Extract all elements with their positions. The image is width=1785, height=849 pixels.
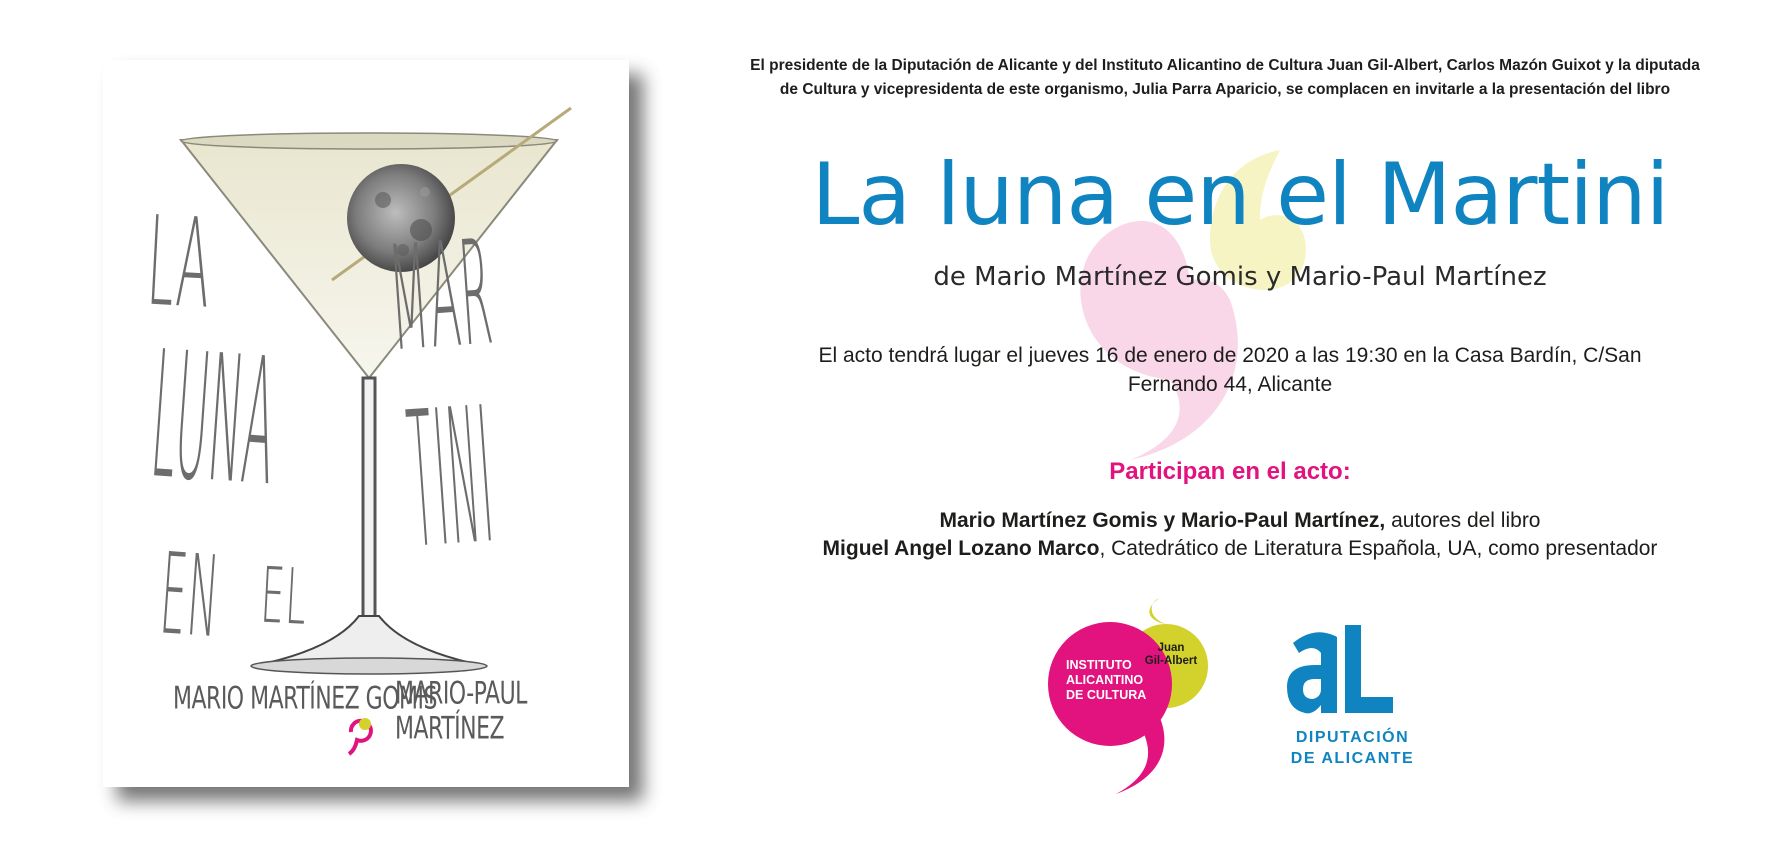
participant-2-role: , Catedrático de Literatura Española, UA, como presentador [1099,537,1658,560]
cover-word-mar: MAR [384,207,498,384]
participant-2-name: Miguel Angel Lozano Marco [822,537,1100,560]
diputacion-al-mark [1285,625,1415,725]
event-details [790,341,1670,399]
participant-1-name: Mario Martínez Gomis y Mario-Paul Martínez, [939,509,1386,532]
participants-heading: Participan en el acto: [1109,458,1351,485]
cover-author-left: MARIO MARTÍNEZ GOMIS [173,682,437,717]
jga-line-2: Gil-Albert [1144,655,1198,667]
cover-word-en: EN [156,528,224,664]
cover-word-el: EL [258,552,310,644]
dip-line-2: DE ALICANTE [1290,750,1415,767]
invitation-intro [700,54,1750,102]
dip-line-1: DIPUTACIÓN [1295,729,1410,746]
participant-1-role: autores del libro [1385,509,1541,532]
iac-line-1: INSTITUTO [1066,658,1132,672]
iac-line-3: DE CULTURA [1066,688,1147,702]
cover-artwork [103,60,629,787]
jga-line-1: Juan [1157,642,1185,654]
cover-word-luna: LUNA [145,311,283,525]
participant-1 [700,509,1780,533]
intro-line-2: de Cultura y vicepresidenta de este organismo, Julia Parra Aparicio, se complacen en invitarle a la presentación del libro [779,81,1671,98]
cover-word-tini: TINI [401,369,501,592]
event-line-1: El acto tendrá lugar el jueves 16 de enero de 2020 a las 19:30 en la Casa Bardín, C/San [818,344,1642,367]
diputacion-wordmark [1280,727,1425,769]
book-cover [103,60,629,787]
cover-word-la: LA [144,188,215,337]
event-line-2: Fernando 44, Alicante [1127,373,1333,396]
participant-2 [700,537,1780,561]
book-title: La luna en el Martini [811,145,1669,245]
book-authors: de Mario Martínez Gomis y Mario-Paul Martínez [933,262,1547,292]
iac-line-2: ALICANTINO [1066,673,1144,687]
intro-line-1: El presidente de la Diputación de Alicante y del Instituto Alicantino de Cultura Juan Gil-Albert, Carlos Mazón Guixot y la diputada [750,57,1700,74]
instituto-alicantino-logo [1048,598,1218,794]
cover-author-right: MARIO-PAUL MARTÍNEZ [395,677,527,747]
